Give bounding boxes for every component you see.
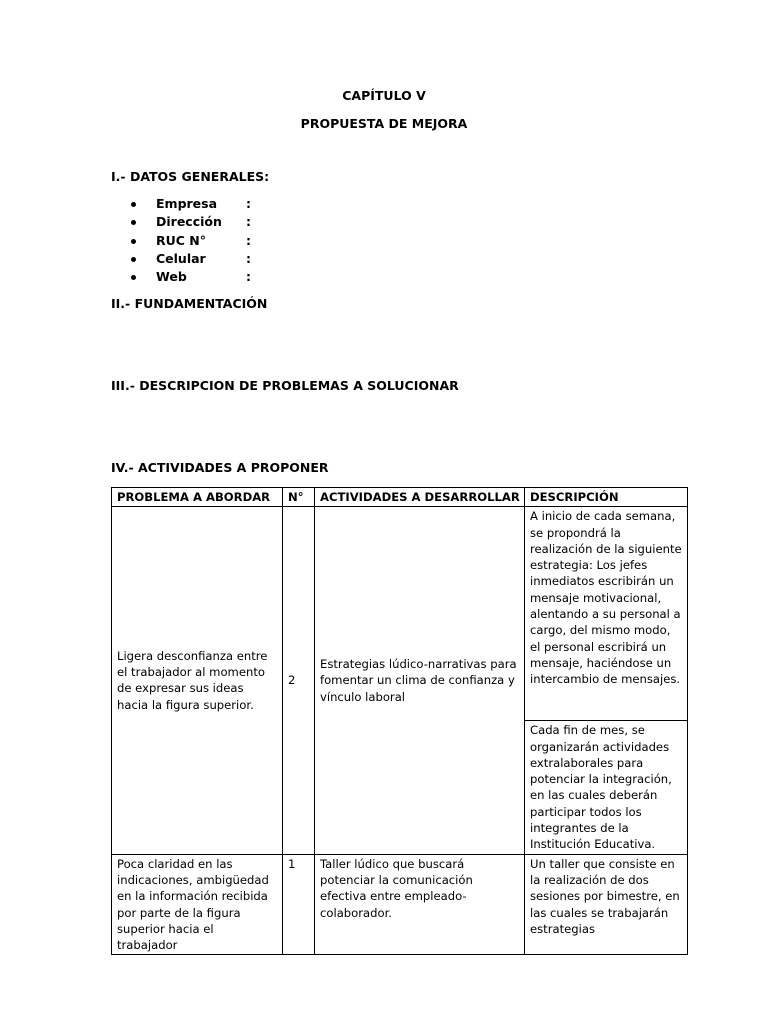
field-label: RUC N° [156,233,207,248]
table-row [112,854,688,955]
section-actividades-heading: IV.- ACTIVIDADES A PROPONER [111,460,329,475]
description-cell: A inicio de cada semana, se propondrá la realización de la siguiente estrategia: Los jefes inmediatos escribirán un mensaje motivacional, alentando a su personal a cargo, del mismo modo, el personal escribirá un mensaje, haciéndose un intercambio de mensajes. [525,507,688,721]
document-subtitle: PROPUESTA DE MEJORA [300,116,468,131]
activity-cell: Estrategias lúdico-narrativas para fomentar un clima de confianza y vínculo laboral [315,507,525,854]
activities-table [111,487,688,955]
number-cell: 2 [283,507,315,854]
section-problemas-heading: III.- DESCRIPCION DE PROBLEMAS A SOLUCIONAR [111,378,459,393]
problem-cell: Poca claridad en las indicaciones, ambigüedad en la información recibida por parte de la figura superior hacia el trabajador [112,854,283,955]
field-separator: : [246,269,251,284]
field-label: Empresa [156,196,218,211]
section-fundamentacion-heading: II.- FUNDAMENTACIÓN [111,296,268,311]
bullet-icon [131,239,136,244]
field-separator: : [246,251,251,266]
field-label: Web [156,269,187,284]
column-header-numero: N° [283,488,315,507]
field-separator: : [246,214,251,229]
table-row [112,507,688,721]
field-label: Celular [156,251,206,266]
bullet-icon [131,275,136,280]
table-header-row [112,488,688,507]
bullet-icon [131,202,136,207]
description-cell: Cada fin de mes, se organizarán actividades extralaborales para potenciar la integración, en las cuales deberán participar todos los integrantes de la Institución Educativa. [525,721,688,854]
activity-cell: Taller lúdico que buscará potenciar la comunicación efectiva entre empleado-colaborador. [315,854,525,955]
bullet-icon [131,220,136,225]
field-separator: : [246,196,251,211]
problem-cell: Ligera desconfianza entre el trabajador al momento de expresar sus ideas hacia la figura superior. [112,507,283,854]
bullet-icon [131,257,136,262]
field-separator: : [246,233,251,248]
column-header-problema: PROBLEMA A ABORDAR [112,488,283,507]
column-header-descripcion: DESCRIPCIÓN [525,488,688,507]
description-cell: Un taller que consiste en la realización de dos sesiones por bimestre, en las cuales se trabajarán estrategias [525,854,688,955]
column-header-actividades: ACTIVIDADES A DESARROLLAR [315,488,525,507]
number-cell: 1 [283,854,315,955]
field-label: Dirección [156,214,222,229]
chapter-title: CAPÍTULO V [342,88,426,103]
section-datos-generales-heading: I.- DATOS GENERALES: [111,169,270,184]
